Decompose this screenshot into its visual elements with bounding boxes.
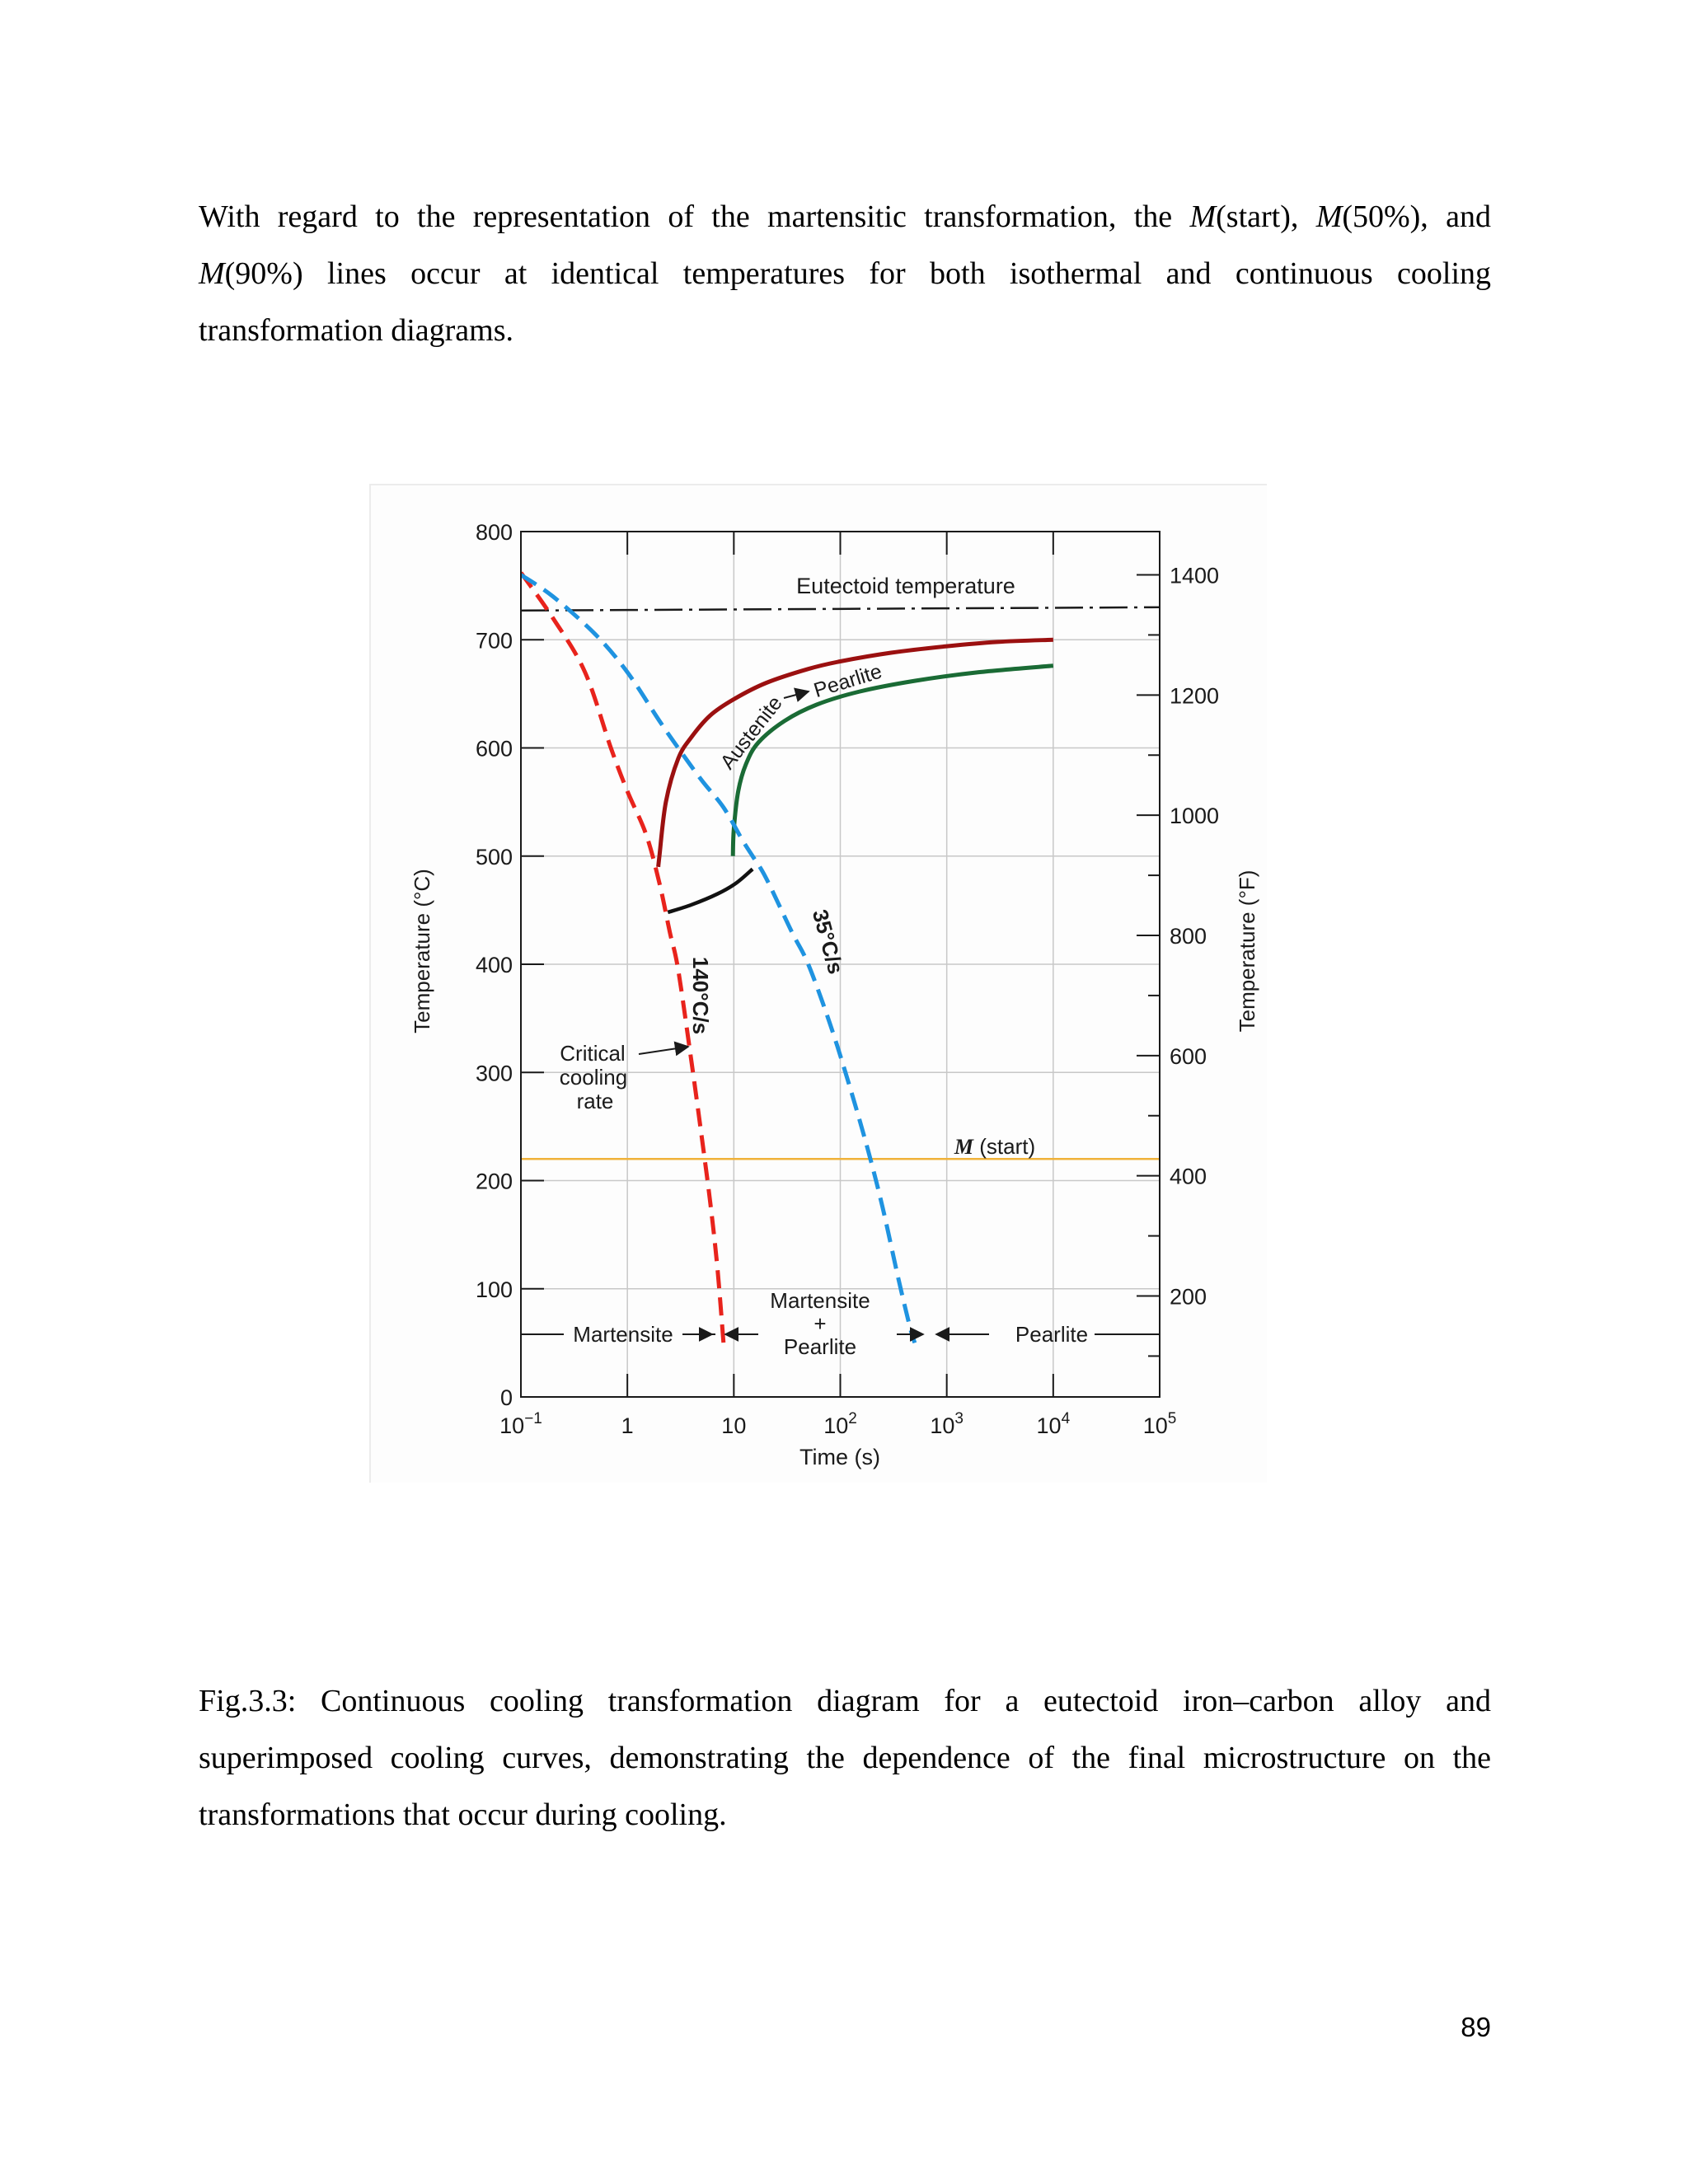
y-tick-label-left: 100 [475,1277,513,1302]
critical-rate-line1: Critical [560,1041,626,1066]
y-tick-label-left: 200 [475,1169,513,1194]
m-start-label: M (start) [954,1134,1036,1159]
caption-line [199,1673,1491,1730]
x-tick-base: 10 [1142,1413,1168,1438]
x-tick-label [1037,1410,1071,1438]
y-tick-label-left: 400 [475,953,513,977]
intro-line [199,302,1491,359]
x-tick-label [930,1410,964,1438]
intro-line [199,189,1491,246]
x-tick-exponent: 3 [954,1410,964,1427]
y-axis-title-left: Temperature (°C) [410,869,434,1033]
text-run: (start), [1216,199,1316,234]
y-tick-label-left: 300 [475,1061,513,1086]
intro-line [199,246,1491,302]
austenite-to-pearlite-arrow [784,691,809,698]
y-axis-right-labels [1170,564,1219,1310]
x-tick-base: 1 [621,1413,634,1438]
martensite-pearlite-line2: + [814,1311,827,1336]
y-tick-label-right: 1000 [1170,804,1220,829]
y-tick-label-left: 500 [475,844,513,869]
x-tick-exponent: 5 [1167,1410,1177,1427]
x-tick-base: 10 [721,1413,747,1438]
y-tick-label-left: 700 [475,628,513,654]
critical-rate-line2: cooling [559,1065,628,1090]
martensite-pearlite-line1: Martensite [770,1288,870,1313]
rate-fast-label: 140°C/s [688,956,713,1035]
x-axis-title: Time (s) [799,1445,880,1469]
pearlite-finish-curve [733,666,1053,856]
curves [521,573,1053,1343]
x-tick-base: 10 [499,1413,525,1438]
caption-line [199,1787,1491,1844]
x-tick-label [621,1413,634,1438]
cct-diagram [369,484,1265,1481]
x-tick-exponent: 4 [1061,1410,1071,1427]
martensite-pearlite-line3: Pearlite [783,1334,857,1359]
text-run: (50%), and [1342,199,1491,234]
page-number: 89 [1461,2012,1491,2042]
critical-rate-arrow [639,1047,688,1054]
text-run: Fig.3.3: Continuous cooling transformation diagram for a eutectoid iron–carbon alloy and [199,1684,1491,1718]
x-tick-base: 10 [1036,1413,1062,1438]
y-tick-label-right: 600 [1170,1043,1207,1069]
x-tick-exponent: −1 [524,1410,542,1427]
x-tick-label [499,1410,542,1438]
text-run: superimposed cooling curves, demonstrating the dependence of the final microstructure on the [199,1741,1491,1775]
italic-symbol: M [1315,199,1343,234]
x-tick-base: 10 [823,1413,849,1438]
x-tick-label [721,1413,746,1438]
figure-caption [199,1673,1491,1844]
text-run: (90%) lines occur at identical temperatures for both isothermal and continuous cooling [224,256,1491,291]
x-tick-exponent: 2 [848,1410,857,1427]
x-tick-base: 10 [930,1413,955,1438]
martensite-label: Martensite [573,1322,673,1347]
x-tick-label [823,1410,857,1438]
y-tick-label-right: 1200 [1170,683,1220,709]
y-axis-left-labels [476,520,513,1410]
transformation-arrest-curve [668,869,753,913]
x-tick-label [1143,1410,1177,1438]
text-run: transformations that occur during cooling. [199,1797,727,1832]
italic-symbol: M [199,256,225,291]
y-tick-label-right: 1400 [1170,563,1220,588]
intro-paragraph [199,189,1491,359]
italic-symbol: M [1189,199,1217,234]
y-tick-label-left: 600 [475,736,513,762]
y-tick-label-right: 400 [1170,1164,1207,1189]
y-tick-label-left: 800 [475,520,513,545]
y-tick-label-right: 800 [1170,924,1207,949]
caption-line [199,1730,1491,1787]
y-tick-label-right: 200 [1170,1284,1207,1310]
rate-slow-label: 35°C/s [807,907,849,977]
austenite-label: Austenite [715,691,787,774]
eutectoid-label: Eutectoid temperature [796,574,1015,598]
text-run: transformation diagrams. [199,313,514,348]
critical-rate-line3: rate [576,1089,614,1113]
text-run: With regard to the representation of the martensitic transformation, the [199,199,1190,234]
pearlite-bottom-label: Pearlite [1015,1322,1089,1347]
pearlite-top-label: Pearlite [811,659,885,703]
x-axis-labels [499,1410,1176,1438]
y-axis-title-right: Temperature (°F) [1235,869,1259,1033]
y-tick-label-left: 0 [499,1385,513,1410]
